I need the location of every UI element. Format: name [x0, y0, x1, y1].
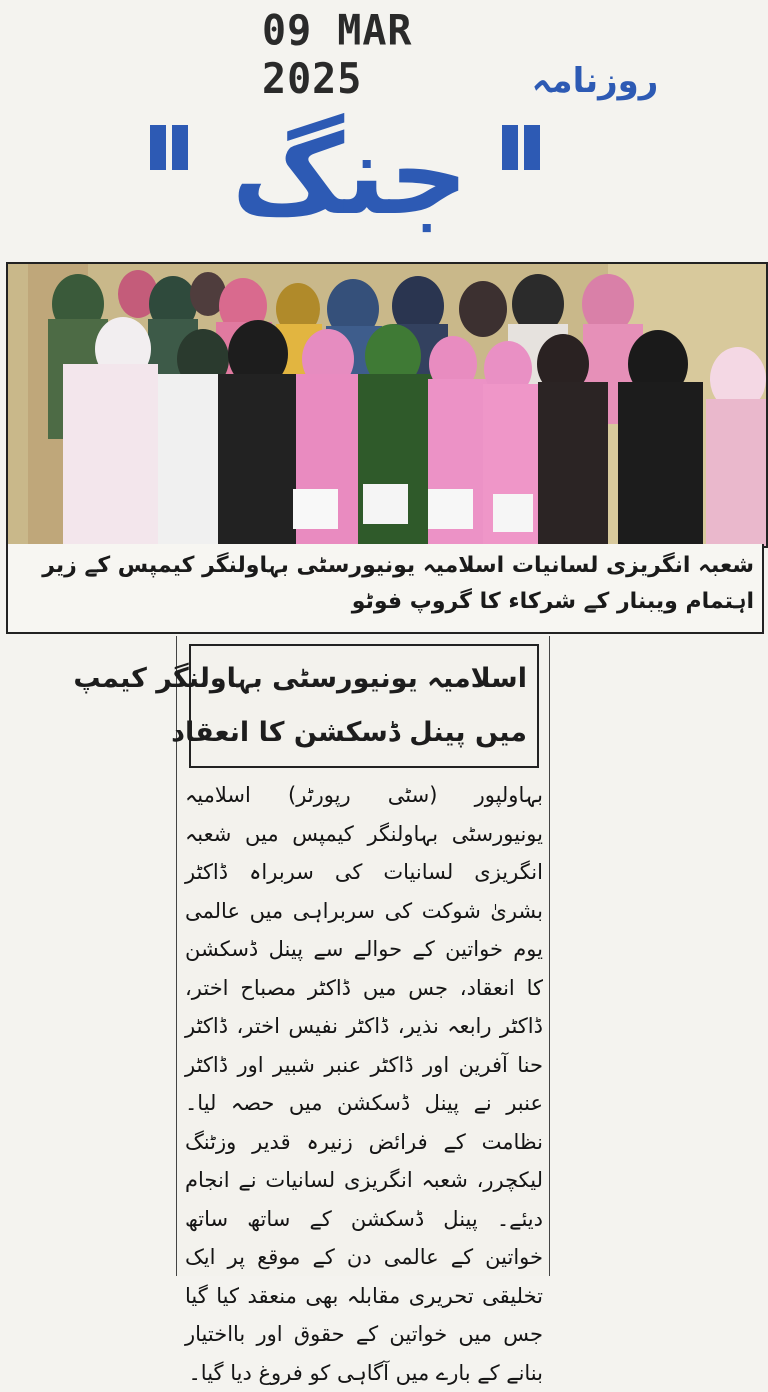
news-article — [73, 636, 550, 1385]
article-headline — [73, 644, 539, 768]
group-photo — [6, 262, 768, 548]
newspaper-prefix: روزنامہ — [531, 61, 659, 101]
photo-caption: شعبہ انگریزی لسانیات اسلامیہ یونیورسٹی بہاولنگر کیمپس کے زیر اہتمام ویبنار کے شرکاء کا گروپ فوٹو — [6, 544, 764, 634]
newspaper-name: جنگ — [231, 111, 469, 239]
headline-line-2: میں پینل ڈسکشن کا انعقاد — [171, 717, 527, 748]
article-body: بہاولپور (سٹی رپورٹر) اسلامیہ یونیورسٹی بہاولنگر کیمپس میں شعبہ انگریزی لسانیات کی سربراہ ڈاکٹر بشریٰ شوکت کی سربراہی میں عالمی یوم خواتین کے حوالے سے پینل ڈسکشن کا انعقاد، جس میں ڈاکٹر مصباح اختر، ڈاکٹر رابعہ نذیر، ڈاکٹر نفیس اختر، ڈاکٹر حنا آفرین اور ڈاکٹر عنبر شبیر اور ڈاکٹر عنبر نے پینل ڈسکشن میں حصہ لیا۔ نظامت کے فرائض زنیرہ قدیر وزٹنگ لیکچرر، شعبہ انگریزی لسانیات نے انجام دیئے۔ پینل ڈسکشن کے ساتھ ساتھ خواتین کے عالمی دن کے موقع پر ایک تخلیقی تحریری مقابلہ بھی منعقد کیا گیا جس میں خواتین کے حقوق اور بااختیار بنانے کے بارے میں آگاہی کو فروغ دیا گیا۔ — [185, 783, 543, 1385]
date-stamp: 09 MAR 2025 — [262, 6, 413, 104]
headline-line-1: اسلامیہ یونیورسٹی بہاولنگر کیمپ — [73, 663, 527, 694]
